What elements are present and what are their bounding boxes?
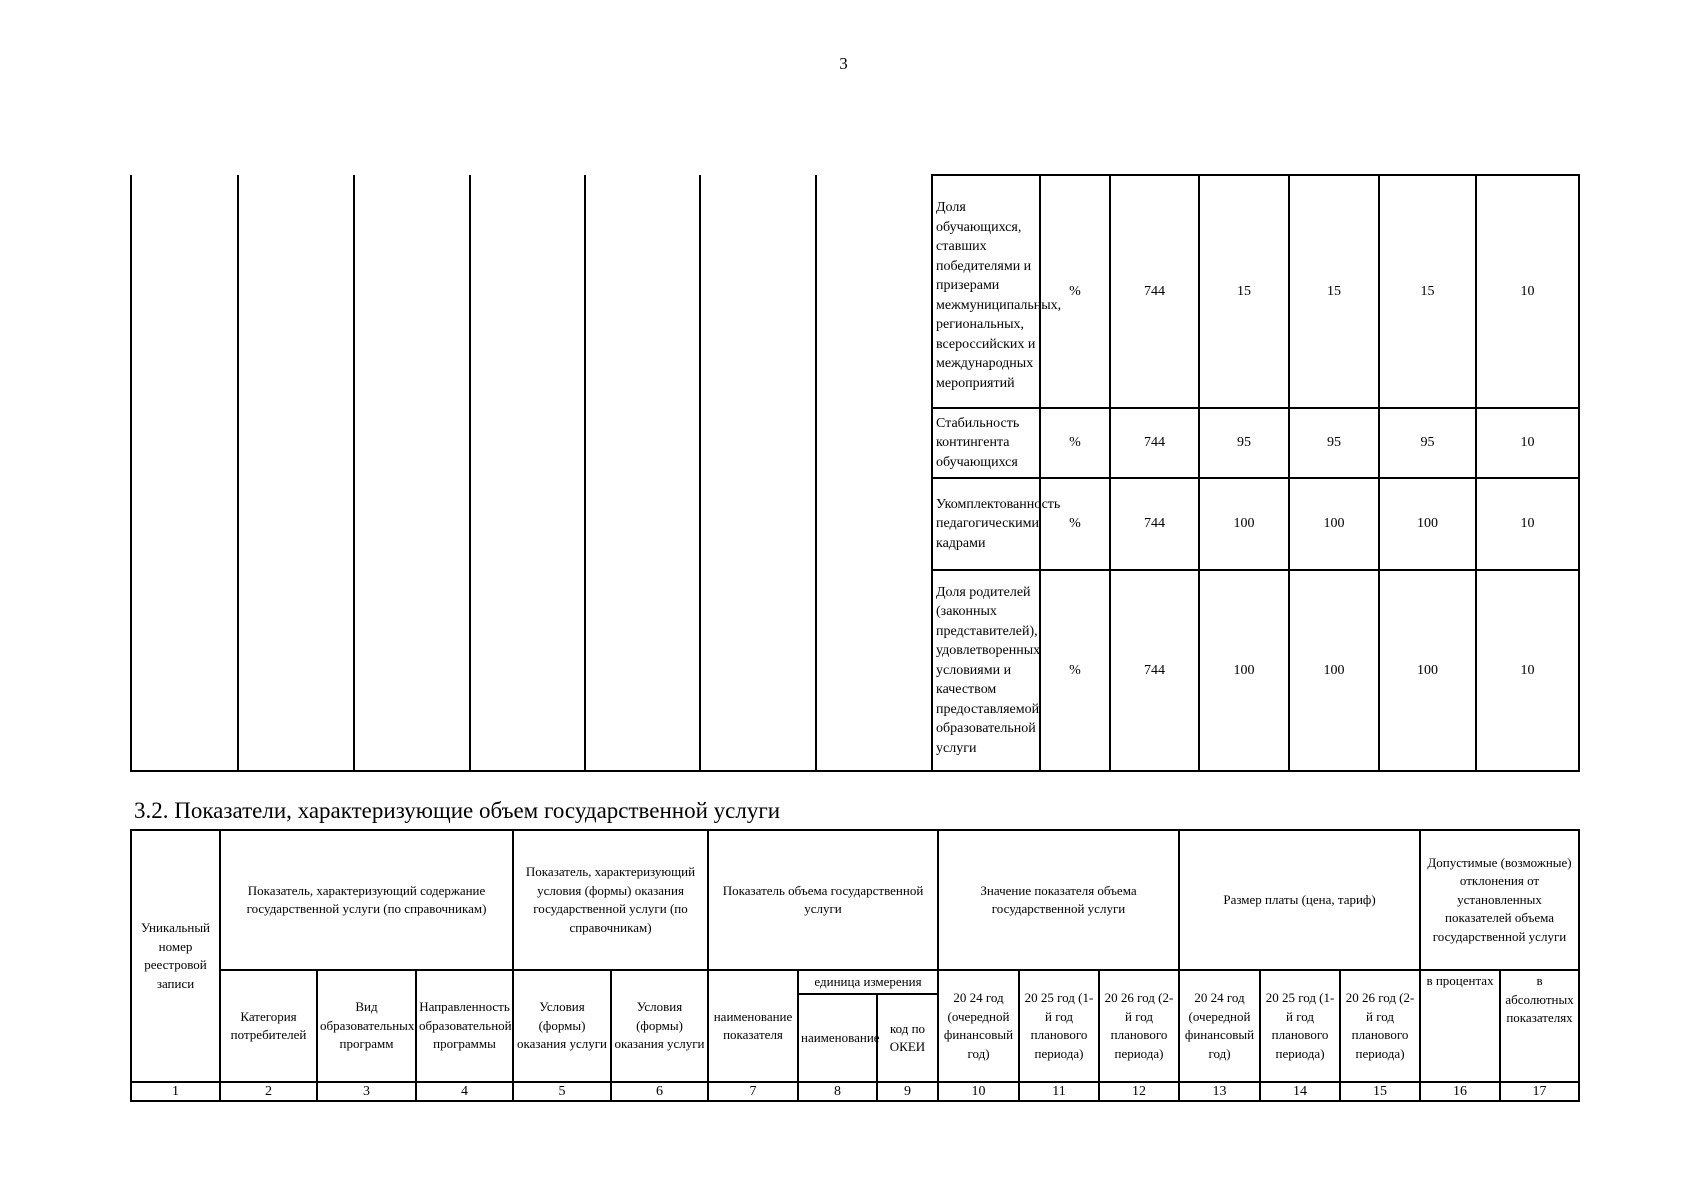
column-number: 2 (220, 1082, 317, 1101)
unique-number-header: Уникальный номер реестровой записи (131, 830, 220, 1082)
deviation-cell: 10 (1476, 408, 1579, 478)
okei-cell: 744 (1110, 408, 1199, 478)
column-number: 8 (798, 1082, 877, 1101)
conditions-header: Условия (формы) оказания услуги (513, 970, 611, 1082)
value-2024-cell: 100 (1199, 478, 1289, 570)
column-number: 12 (1099, 1082, 1179, 1101)
blank-cell (816, 175, 932, 771)
value-2024-header: 20 24 год (очередной финансовый год) (938, 970, 1019, 1082)
unit-cell: % (1040, 408, 1110, 478)
column-number: 15 (1340, 1082, 1420, 1101)
okei-cell: 744 (1110, 570, 1199, 771)
column-number: 16 (1420, 1082, 1500, 1101)
blank-cell (354, 175, 470, 771)
value-2025-cell: 95 (1289, 408, 1379, 478)
indicator-name-cell: Доля обучающихся, ставших победителями и призерами межмуниципальных, региональных, всероссийских и международных мероприятий (932, 175, 1040, 408)
indicator-name-cell: Укомплектованность педагогическими кадрами (932, 478, 1040, 570)
fee-2025-header: 20 25 год (1-й год планового периода) (1260, 970, 1340, 1082)
okei-cell: 744 (1110, 175, 1199, 408)
header-row (131, 970, 1579, 994)
value-2026-cell: 100 (1379, 570, 1476, 771)
quality-indicators-table (130, 174, 1580, 772)
indicator-name-cell: Стабильность контингента обучающихся (932, 408, 1040, 478)
unit-name-header: наименование (798, 994, 877, 1082)
conditions-indicator-header: Показатель, характеризующий условия (формы) оказания государственной услуги (по справочникам) (513, 830, 708, 970)
blank-cell (131, 175, 238, 771)
in-absolute-header: в абсолютных показателях (1500, 970, 1579, 1082)
header-row (131, 830, 1579, 970)
blank-cell (700, 175, 816, 771)
okei-cell: 744 (1110, 478, 1199, 570)
deviation-cell: 10 (1476, 478, 1579, 570)
value-2024-cell: 95 (1199, 408, 1289, 478)
volume-indicator-header: Показатель объема государственной услуги (708, 830, 938, 970)
fee-2024-header: 20 24 год (очередной финансовый год) (1179, 970, 1260, 1082)
column-number: 11 (1019, 1082, 1099, 1101)
value-2026-cell: 95 (1379, 408, 1476, 478)
in-percent-header: в процентах (1420, 970, 1500, 1082)
column-number: 5 (513, 1082, 611, 1101)
value-2024-cell: 100 (1199, 570, 1289, 771)
fee-2026-header: 20 26 год (2-й год планового периода) (1340, 970, 1420, 1082)
deviation-cell: 10 (1476, 570, 1579, 771)
program-type-header: Вид образовательных программ (317, 970, 416, 1082)
conditions-header: Условия (формы) оказания услуги (611, 970, 708, 1082)
deviation-cell: 10 (1476, 175, 1579, 408)
table-row (131, 175, 1579, 408)
section-title: 3.2. Показатели, характеризующие объем государственной услуги (134, 798, 781, 823)
blank-cell (238, 175, 354, 771)
volume-value-header: Значение показателя объема государственной услуги (938, 830, 1179, 970)
column-number: 7 (708, 1082, 798, 1101)
column-number: 13 (1179, 1082, 1260, 1101)
blank-cell (585, 175, 700, 771)
unit-of-measure-header: единица измерения (798, 970, 938, 994)
column-number: 10 (938, 1082, 1019, 1101)
okei-code-header: код по ОКЕИ (877, 994, 938, 1082)
value-2026-cell: 15 (1379, 175, 1476, 408)
column-number: 1 (131, 1082, 220, 1101)
column-number: 14 (1260, 1082, 1340, 1101)
value-2026-cell: 100 (1379, 478, 1476, 570)
column-number: 3 (317, 1082, 416, 1101)
unit-cell: % (1040, 478, 1110, 570)
program-focus-header: Направленность образовательной программы (416, 970, 513, 1082)
indicator-name-header: наименование показателя (708, 970, 798, 1082)
content-indicator-header: Показатель, характеризующий содержание государственной услуги (по справочникам) (220, 830, 513, 970)
value-2025-cell: 15 (1289, 175, 1379, 408)
unit-cell: % (1040, 570, 1110, 771)
column-number: 9 (877, 1082, 938, 1101)
fee-header: Размер платы (цена, тариф) (1179, 830, 1420, 970)
column-number: 4 (416, 1082, 513, 1101)
indicator-name-cell: Доля родителей (законных представителей), удовлетворенных условиями и качеством предоставляемой образовательной услуги (932, 570, 1040, 771)
value-2025-cell: 100 (1289, 478, 1379, 570)
column-number: 6 (611, 1082, 708, 1101)
deviations-header: Допустимые (возможные) отклонения от установленных показателей объема государственной услуги (1420, 830, 1579, 970)
column-number: 17 (1500, 1082, 1579, 1101)
blank-cell (470, 175, 585, 771)
page-number: 3 (839, 54, 848, 73)
value-2025-header: 20 25 год (1-й год планового периода) (1019, 970, 1099, 1082)
column-number-row (131, 1082, 1579, 1101)
consumer-category-header: Категория потребителей (220, 970, 317, 1082)
value-2024-cell: 15 (1199, 175, 1289, 408)
volume-indicators-table (130, 829, 1580, 1102)
value-2025-cell: 100 (1289, 570, 1379, 771)
value-2026-header: 20 26 год (2-й год планового периода) (1099, 970, 1179, 1082)
unit-cell: % (1040, 175, 1110, 408)
